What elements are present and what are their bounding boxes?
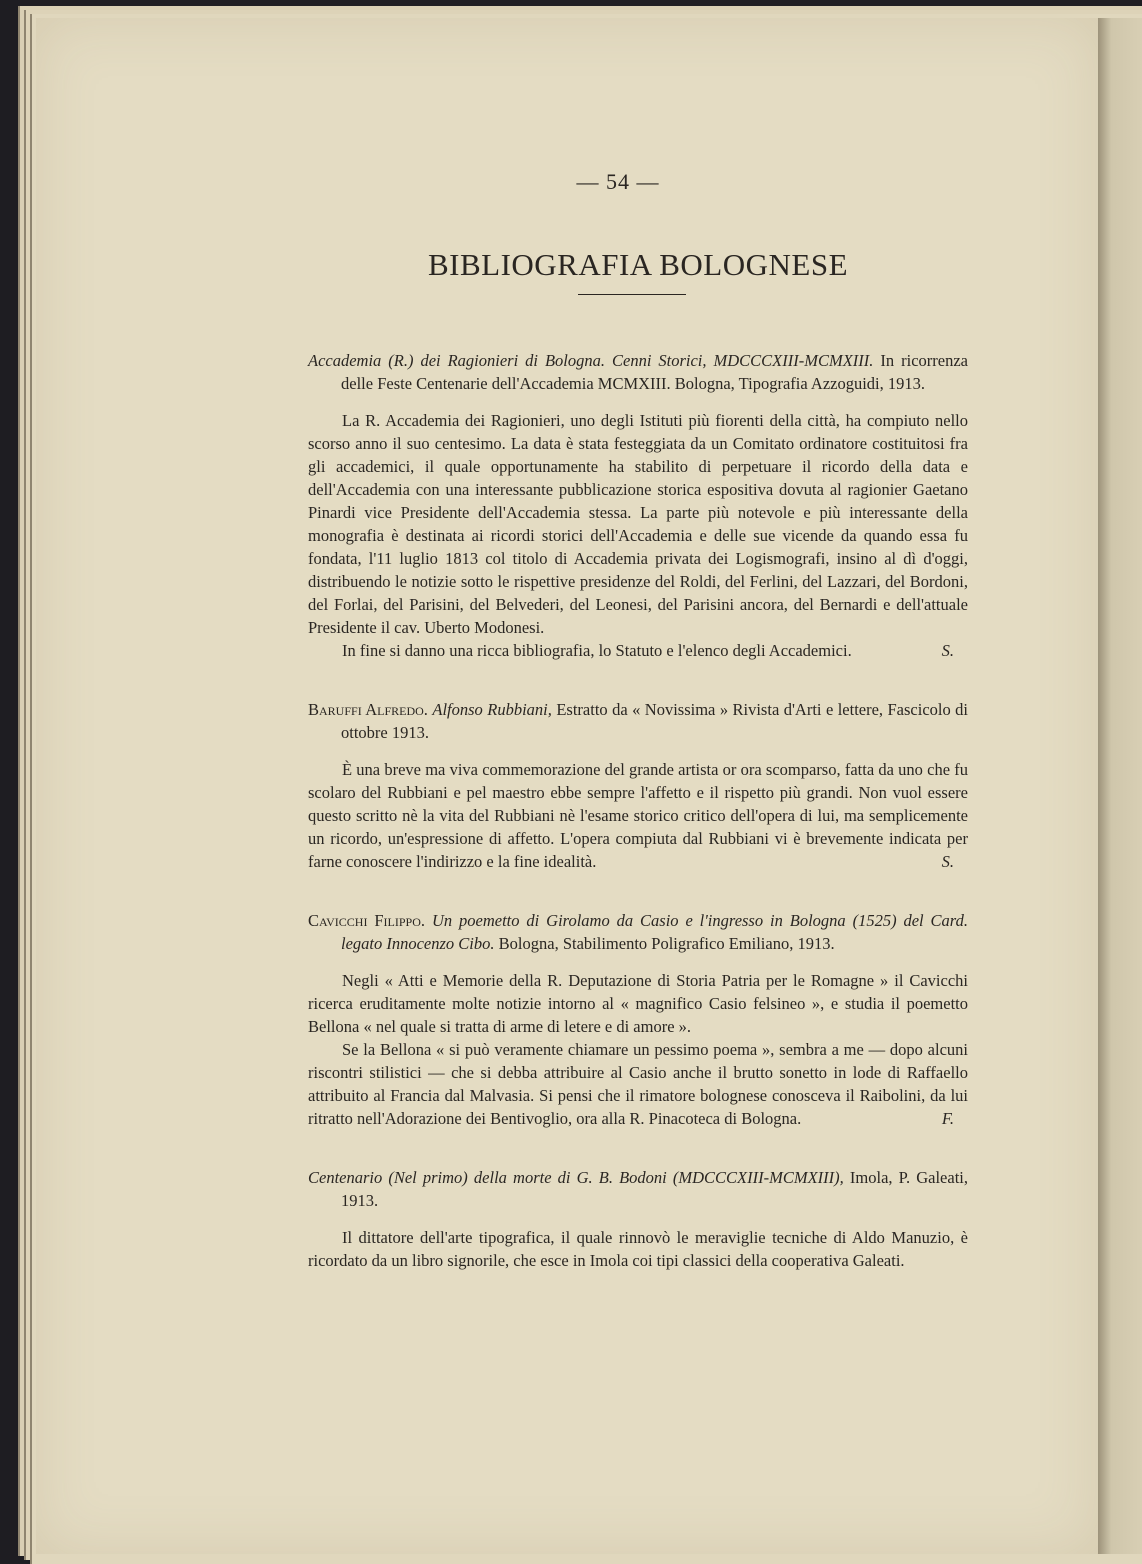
entry-work-title: Centenario (Nel primo) della morte di G. B. Bodoni (MDCCCXIII-MCMXIII),: [308, 1168, 844, 1187]
entry-citation: [308, 909, 968, 955]
bibliography-entry: [308, 909, 968, 1130]
entry-signature: S.: [941, 641, 954, 660]
entry-paragraph: Negli « Atti e Memorie della R. Deputazione di Storia Patria per le Romagne » il Cavicchi ricerca eruditamente molte notizie intorno al « magnifico Casio felsineo », e studia il poemetto Bellona « nel quale si tratta di arme di letere e di amore ».: [308, 971, 968, 1036]
entry-publication: Imola, P. Galeati, 1913.: [341, 1168, 968, 1210]
entry-work-title: Accademia (R.) dei Ragionieri di Bologna. Cenni Storici, MDCCCXIII-MCMXIII.: [308, 351, 874, 370]
entry-paragraph: Se la Bellona « si può veramente chiamare un pessimo poema », sembra a me — dopo alcuni riscontri stilistici — che si debba attribuire al Casio anche il brutto sonetto in lode di Raffaello attribuito al Francia dal Malvasia. Si pensi che il rimatore bolognese conosceva il Raibolini, da lui ritratto nell'Adorazione dei Bentivoglio, ora alla R. Pinacoteca di Bologna. F.: [308, 1040, 968, 1128]
page-title: BIBLIOGRAFIA BOLOGNESE: [427, 247, 849, 282]
page-gutter-fold: [1098, 18, 1142, 1554]
bibliography-entry: [308, 698, 968, 873]
bibliography-entry: [308, 349, 968, 662]
title-rule: [578, 294, 686, 295]
page-content: [308, 170, 968, 1308]
bibliography-entry: [308, 1166, 968, 1272]
entry-paragraph: In fine si danno una ricca bibliografia, lo Statuto e l'elenco degli Accademici. S.: [308, 639, 968, 662]
entry-work-title: Alfonso Rubbiani,: [432, 700, 552, 719]
entry-publication: Bologna, Stabilimento Poligrafico Emiliano, 1913.: [498, 934, 835, 953]
entry-citation: [308, 1166, 968, 1212]
entry-publication: Estratto da « Novissima » Rivista d'Arti e lettere, Fascicolo di ottobre 1913.: [341, 700, 969, 742]
entry-author: Cavicchi Filippo.: [308, 911, 426, 930]
entry-publication: In ricorrenza delle Feste Centenarie dell'Accademia MCMXIII. Bologna, Tipografia Azzoguidi, 1913.: [341, 351, 968, 393]
page-number: — 54 —: [576, 169, 660, 194]
entry-author: Baruffi Alfredo.: [308, 700, 428, 719]
entry-signature: S.: [941, 852, 954, 871]
entry-paragraph: La R. Accademia dei Ragionieri, uno degli Istituti più fiorenti della città, ha compiuto nello scorso anno il suo centesimo. La data è stata festeggiata da un Comitato ordinatore costituitosi fra gli accademici, il quale opportunamente ha stabilito di perpetuare il ricordo della data e dell'Accademia con una interessante pubblicazione storica espositiva dovuta al ragionier Gaetano Pinardi vice Presidente dell'Accademia stessa. La parte più notevole e più interessante della monografia è destinata ai ricordi storici dell'Accademia e delle sue vicende da quando essa fu fondata, l'11 luglio 1813 col titolo di Accademia privata dei Logismografi, insino al dì d'oggi, distribuendo le notizie sotto le rispettive presidenze del Roldi, del Ferlini, del Lazzari, del Bordoni, del Forlai, del Parisini, del Belvederi, del Leonesi, del Parisini ancora, del Bernardi e dell'attuale Presidente il cav. Uberto Modonesi.: [308, 411, 968, 637]
entry-work-title: Un poemetto di Girolamo da Casio e l'ingresso in Bologna (1525) del Card. legato Innocenzo Cibo.: [341, 911, 968, 953]
entry-paragraph: È una breve ma viva commemorazione del grande artista or ora scomparso, fatta da uno che fu scolaro del Rubbiani e pel maestro ebbe sempre l'affetto e il rispetto più grandi. Non vuol essere questo scritto nè la vita del Rubbiani nè l'esame storico critico dell'opera di lui, ma semplicemente un ricordo, un'espressione di affetto. L'opera compiuta dal Rubbiani vi è brevemente indicata per farne conoscere l'indirizzo e la fine idealità. S.: [308, 760, 968, 871]
entry-citation: [308, 349, 968, 395]
entry-signature: F.: [941, 1109, 954, 1128]
entry-paragraph: Il dittatore dell'arte tipografica, il quale rinnovò le meraviglie tecniche di Aldo Manuzio, è ricordato da un libro signorile, che esce in Imola coi tipi classici della cooperativa Galeati.: [308, 1228, 968, 1270]
entry-citation: [308, 698, 968, 744]
